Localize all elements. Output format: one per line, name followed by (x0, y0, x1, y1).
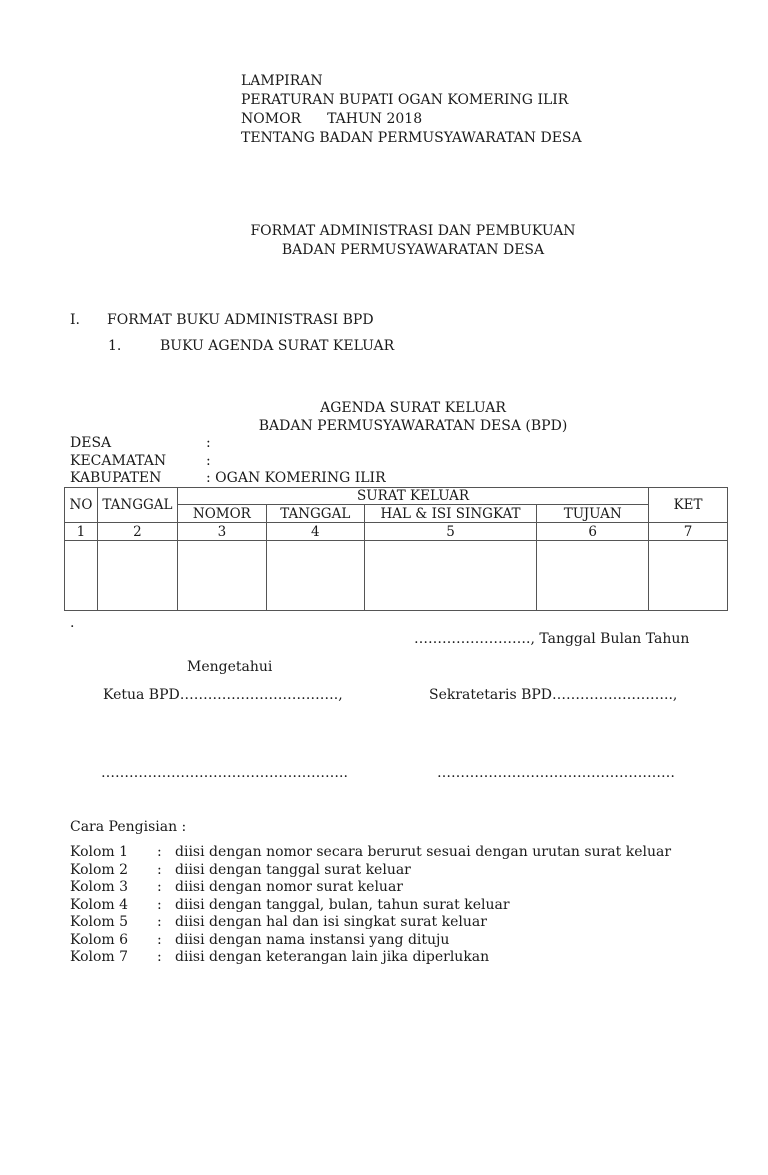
subheader-tanggal: TANGGAL (266, 505, 364, 523)
subheader-nomor: NOMOR (177, 505, 266, 523)
table-header-row (65, 488, 728, 505)
header-tanggal: TANGGAL (97, 488, 177, 523)
kecamatan-label: KECAMATAN (70, 453, 167, 469)
column-number-row (65, 523, 728, 541)
list-item (70, 897, 671, 915)
table-cell (177, 541, 266, 611)
signature-line-left: …………………………………………….. (101, 765, 348, 781)
kolom-label: Kolom 2 (70, 861, 129, 878)
table-cell (364, 541, 537, 611)
list-item (70, 932, 671, 950)
kolom-colon: : (157, 896, 162, 913)
tentang-line: TENTANG BADAN PERMUSYAWARATAN DESA (241, 130, 582, 146)
column-number: 2 (97, 523, 177, 541)
kecamatan-value: : (206, 453, 211, 469)
agenda-title (0, 399, 768, 435)
signature-line-right: …………………………………………… (437, 765, 675, 781)
list-item (70, 914, 671, 932)
stray-dot: . (70, 615, 75, 631)
subsection-title: BUKU AGENDA SURAT KELUAR (160, 338, 395, 354)
kolom-colon: : (157, 879, 162, 895)
header-surat-keluar: SURAT KELUAR (177, 488, 648, 505)
lampiran-label: LAMPIRAN (241, 73, 323, 89)
table-cell (266, 541, 364, 611)
subsection-number: 1. (108, 338, 122, 354)
list-item (70, 949, 671, 967)
column-number: 4 (266, 523, 364, 541)
kolom-label: Kolom 1 (70, 844, 129, 860)
list-item (70, 844, 671, 862)
document-title (0, 222, 768, 260)
table-cell (65, 541, 98, 611)
agenda-title-line-1: AGENDA SURAT KELUAR (320, 400, 506, 416)
table-cell (537, 541, 649, 611)
title-line-2: BADAN PERMUSYAWARATAN DESA (281, 242, 545, 258)
table-row (65, 541, 728, 611)
kolom-text: diisi dengan tanggal surat keluar (175, 861, 411, 878)
kolom-label: Kolom 5 (70, 914, 129, 930)
kabupaten-label: KABUPATEN (70, 470, 162, 486)
column-number: 7 (649, 523, 728, 541)
instructions-heading: Cara Pengisian : (70, 819, 187, 835)
kolom-colon: : (157, 844, 162, 860)
kolom-colon: : (157, 949, 162, 965)
tahun-label: TAHUN 2018 (327, 111, 423, 127)
table-cell (97, 541, 177, 611)
ketua-bpd-label: Ketua BPD……………………………., (103, 687, 343, 703)
kolom-text: diisi dengan nomor secara berurut sesuai dengan urutan surat keluar (175, 844, 672, 860)
kolom-colon: : (157, 914, 162, 930)
column-number: 1 (65, 523, 98, 541)
nomor-line (241, 110, 582, 129)
subheader-hal: HAL & ISI SINGKAT (364, 505, 537, 523)
kolom-text: diisi dengan tanggal, bulan, tahun surat keluar (175, 896, 510, 913)
kolom-colon: : (157, 931, 162, 948)
column-number: 5 (364, 523, 537, 541)
column-number: 6 (537, 523, 649, 541)
agenda-table (64, 487, 728, 611)
table-cell (649, 541, 728, 611)
kolom-text: diisi dengan nama instansi yang dituju (175, 931, 450, 948)
list-item (70, 879, 671, 897)
mengetahui-label: Mengetahui (187, 659, 273, 675)
kolom-text: diisi dengan hal dan isi singkat surat keluar (175, 914, 487, 930)
section-title: FORMAT BUKU ADMINISTRASI BPD (107, 312, 374, 328)
subheader-tujuan: TUJUAN (537, 505, 649, 523)
kolom-text: diisi dengan keterangan lain jika diperlukan (175, 949, 490, 965)
kolom-text: diisi dengan nomor surat keluar (175, 879, 403, 895)
lampiran-header (241, 72, 582, 148)
header-no: NO (65, 488, 98, 523)
nomor-label: NOMOR (241, 111, 302, 127)
kolom-label: Kolom 6 (70, 931, 129, 948)
kolom-colon: : (157, 861, 162, 878)
column-number: 3 (177, 523, 266, 541)
peraturan-line: PERATURAN BUPATI OGAN KOMERING ILIR (241, 92, 569, 108)
header-ket: KET (649, 488, 728, 523)
kolom-label: Kolom 7 (70, 949, 129, 965)
section-number: I. (70, 312, 80, 328)
instructions-list (70, 844, 671, 967)
kolom-label: Kolom 3 (70, 879, 129, 895)
kolom-label: Kolom 4 (70, 896, 129, 913)
desa-value: : (206, 435, 211, 451)
date-line: ……………………., Tanggal Bulan Tahun (414, 631, 690, 647)
agenda-title-line-2: BADAN PERMUSYAWARATAN DESA (BPD) (258, 418, 568, 434)
list-item (70, 862, 671, 880)
sekretaris-bpd-label: Sekratetaris BPD…………………….., (429, 687, 678, 703)
kabupaten-value: : OGAN KOMERING ILIR (206, 470, 386, 486)
desa-label: DESA (70, 435, 112, 451)
title-line-1: FORMAT ADMINISTRASI DAN PEMBUKUAN (250, 223, 576, 239)
